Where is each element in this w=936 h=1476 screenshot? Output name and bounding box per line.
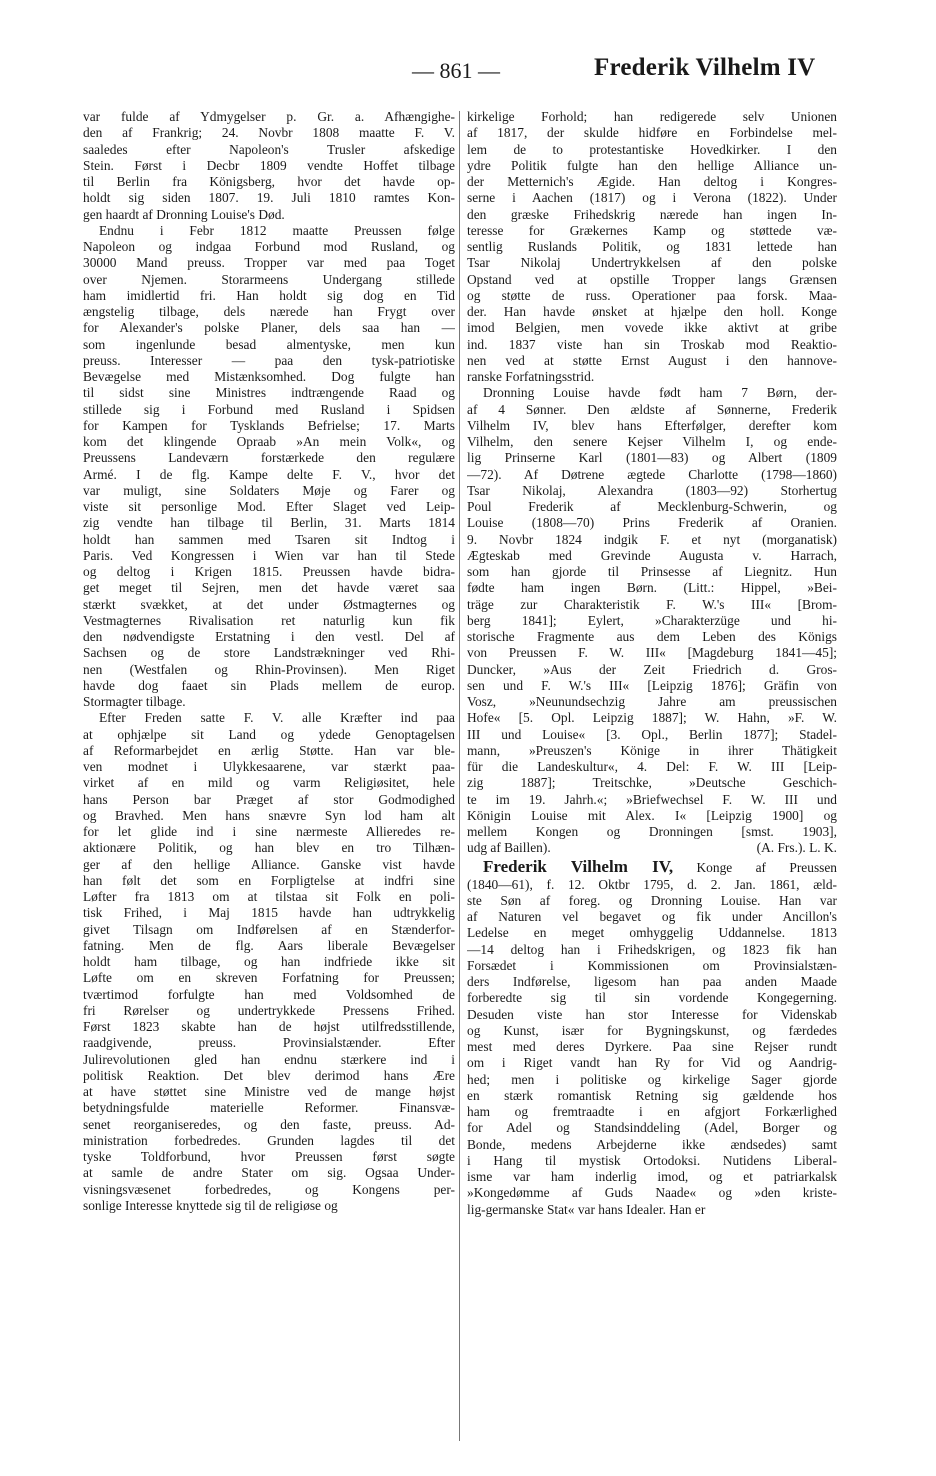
text-line: Løfte om en skreven Forfatning for Preussen; [83, 970, 455, 986]
text-line: nen (Westfalen og Rhin-Provinsen). Men Riget [83, 661, 455, 677]
text-line: ven modnet i Ulykkesaarene, var stærkt paa- [83, 759, 455, 774]
text-line: over Njemen. Storarmeens Undergang stillede [83, 271, 455, 287]
text-line: tyske Toldforbund, hvor Preussen først søgte [83, 1149, 455, 1164]
text-line: tværtimod forfulgte han med Voldsomhed de [83, 986, 455, 1002]
text-line: von Preussen F. W. III« [Magdeburg 1841—45]; [467, 645, 837, 661]
text-line: ste Søn af foreg. og Dronning Louise. Han var [467, 892, 837, 908]
text-line: for Kampen for Tysklands Befrielse; 17. Marts [83, 417, 455, 433]
text-line: en stærk romantisk Retning sig gældende hos [467, 1087, 837, 1103]
text-line: visningsvæsenet forbedredes, og Kongens per- [83, 1181, 455, 1197]
text-line: Sachsen og de store Landstrækninger ved Rhi- [83, 645, 455, 661]
text-line: träge zur Charakteristik F. W.'s III« [Brom- [467, 596, 837, 612]
text-line: hans Person bar Præget af stor Godmodighed [83, 791, 455, 807]
text-line: mellem Kongen og Dronningen [smst. 1903], [467, 824, 837, 839]
text-line: ranske Forfatningsstrid. [467, 369, 595, 384]
text-line: fødte ham ingen Børn. (Litt.: Hippel, »Bei- [467, 580, 837, 596]
text-line: Vosz, »Neunundsechzig Jahre am preussischen [467, 694, 837, 709]
text-line: stærkt svækket, at det under Østmagternes og [83, 596, 455, 612]
text-line: til sidst sine Ministres indtrængende Raad og [83, 385, 455, 401]
text-line: 9. Novbr 1824 indgik F. et nyt (morganatisk) [467, 531, 837, 547]
text-line: sonlige Interesse knyttede sig til de religiøse og [83, 1197, 338, 1213]
text-line: til Berlin fra Königsberg, hvor det havde op- [83, 174, 455, 189]
text-line: Løfter fra 1813 om at tilstaa sit Folk en poli- [83, 889, 455, 904]
text-line: gen haardt af Dronning Louise's Død. [83, 206, 285, 222]
text-line: Bonde, medens Arbejderne ikke ændsedes) samt [467, 1136, 837, 1152]
text-line: at have støttet sine Ministre ved de mange højst [83, 1084, 455, 1099]
text-line: get meget til Sejren, men det havde været saa [83, 580, 455, 596]
text-line: sentlig Ruslands Politik, og 1831 lettede han [467, 239, 837, 254]
text-line: forberedte sig til sin vordende Kongegerning. [467, 990, 837, 1006]
entry-frederik-vilhelm-iv [467, 857, 837, 1218]
text-line: Ægteskab med Grevinde Augusta v. Harrach, [467, 547, 837, 563]
text-line: saaledes efter Napoleon's Trusler afskedige [83, 141, 455, 157]
text-line: Poul Frederik af Mecklenburg-Schwerin, og [467, 499, 837, 514]
text-line: holdt han sammen med Tsaren sit Indtog i [83, 531, 455, 547]
text-line: Hofe« [5. Opl. Leipzig 1887]; W. Hahn, »F. W. [467, 710, 837, 726]
text-line: mest med deres Dyrkere. Paa sine Rejser rundt [467, 1039, 837, 1054]
text-line: den af Frankrig; 24. Novbr 1808 maatte F. V. [83, 125, 455, 141]
text-line: der Metternich's Ægide. Han deltog i Kongres- [467, 174, 837, 189]
text-line: havde dog faaet sin Plads mellem de europ. [83, 677, 455, 693]
text-line: Opstand ved at opstille Tropper langs Grænsen [467, 271, 837, 287]
text-line: zig 1887]; Treitschke, »Deutsche Geschich- [467, 775, 837, 791]
text-line: —14 deltog han i Frihedskrigen, og 1823 fik han [467, 941, 837, 957]
text-line: 30000 Mand preuss. Tropper var med paa Toget [83, 255, 455, 271]
page-number: — 861 — [412, 58, 500, 83]
text-line: Ledelse en meget omhyggelig Uddannelse. 1813 [467, 925, 837, 941]
text-line: Tsar Nikolaj Undertrykkelsen af den polske [467, 255, 837, 271]
text-line: teresse for Grækernes Kamp og støttede væ- [467, 222, 837, 238]
text-line: betydningsfulde materielle Reformer. Finansvæ- [83, 1100, 455, 1116]
text-line: ders Indførelse, ligesom han paa anden Maade [467, 974, 837, 989]
text-line: Endnu i Febr 1812 maatte Preussen følge [99, 222, 455, 238]
text-line: für die Landeskultur«, 4. Del: F. W. III [Leip- [467, 759, 837, 774]
text-line: isme var ham inderlig imod, og et patriarkalsk [467, 1169, 837, 1184]
text-line: Duncker, »Aus der Zeit Friedrich d. Gros- [467, 661, 837, 677]
entry-heading-line [467, 857, 837, 877]
text-line: Vilhelm, den senere Kejser Vilhelm I, og ende- [467, 434, 837, 449]
text-line: for Adel og Standsinddeling (Adel, Borger og [467, 1120, 837, 1136]
text-line: lem de to protestantiske Hovedkirker. I den [467, 141, 837, 157]
text-line: Armé. I de flg. Kampe delte F. V., hvor det [83, 466, 455, 482]
text-line: og Bravhed. Men hans snævre Syn lod ham alt [83, 807, 455, 823]
text-line: af 1817, der skulde hidføre en Forbindelse mel- [467, 125, 837, 141]
text-line: den nødvendigste Erstatning i den vestl. Del af [83, 629, 455, 644]
text-line: som ingenlunde besad almentyske, men kun [83, 336, 455, 352]
text-line: og Kunst, især for Bygningskunst, og færdedes [467, 1022, 837, 1038]
text-line: ydre Politik fulgte han den hellige Alliance un- [467, 157, 837, 173]
right-column [467, 109, 837, 1449]
text-line: Stormagter tilbage. [83, 694, 186, 709]
text-line: Desuden viste han stor Interesse for Videnskab [467, 1006, 837, 1022]
text-line: Bevægelse med Mistænksomhed. Dog fulgte han [83, 369, 455, 384]
text-line: te im 19. Jahrh.«; »Briefwechsel F. W. III und [467, 791, 837, 807]
text-line: om i Riget vandt han Ry for Vid og Aandrig- [467, 1055, 837, 1071]
text-line: ministration forbedredes. Grunden lagdes til det [83, 1132, 455, 1148]
text-line: Efter Freden satte F. V. alle Kræfter ind paa [99, 710, 455, 726]
text-line: holdt sig siden 1807. 19. Juli 1810 ramtes Kon- [83, 190, 455, 206]
text-line: at ophjælpe sit Land og ydede Genoptagelsen [83, 726, 455, 742]
text-line: mann, »Preuszen's Könige in ihrer Thätigkeit [467, 742, 837, 758]
text-line: III und Louise« [3. Opl., Berlin 1877]; Stadel- [467, 726, 837, 742]
text-line: Paris. Ved Kongressen i Wien var han til Stede [83, 547, 455, 563]
text-line: stillede sig i Forbund med Rusland i Spidsen [83, 401, 455, 417]
text-line: af Reformarbejdet en ærlig Støtte. Han var ble- [83, 742, 455, 758]
text-line: at samle de andre Stater om sig. Ogsaa Under- [83, 1165, 455, 1181]
text-line: ind. 1837 viste han sin Troskab mod Reaktio- [467, 336, 837, 352]
text-line: lig Prinserne Karl (1801—83) og Albert (1809 [467, 450, 837, 466]
text-line: zig vendte han tilbage til Berlin, 31. Marts 1814 [83, 515, 455, 531]
text-line: fri Rørelser og undertrykkede Pressens Frihed. [83, 1002, 455, 1018]
text-line: han følt det som en Forpligtelse at indfri sine [83, 872, 455, 888]
text-line: og deltog i Krigen 1815. Preussen havde bidra- [83, 564, 455, 579]
text-line: var fulde af Ydmygelser p. Gr. a. Afhængighe- [83, 109, 455, 124]
text-line: ængstelig tilbage, dels nærede han Frygt over [83, 304, 455, 319]
text-line: ham imidlertid fri. Han holdt sig dog en Tid [83, 287, 455, 303]
text-line: berg 1841]; Eylert, »Charakterzüge und hi- [467, 612, 837, 628]
text-line: senet reorganiseredes, og den faste, preuss. Ad- [83, 1116, 455, 1132]
text-line: givet Tilsagn om Indførelsen af en Stænderfor- [83, 921, 455, 937]
text-line: kirkelige Forhold; han redigerede selv Unionen [467, 109, 837, 124]
right-column-text [467, 109, 837, 857]
text-line: »Kongedømme af Guds Naade« og »den kriste- [467, 1185, 837, 1201]
text-line: for let glide ind i sine nærmeste Allieredes re- [83, 824, 455, 839]
text-line: Preussens Landeværn forstærkede den regulære [83, 450, 455, 466]
text-line: —72). Af Døtrene ægtede Charlotte (1798—1860) [467, 466, 837, 482]
text-line: Tsar Nikolaj, Alexandra (1803—92) Storhertug [467, 482, 837, 498]
article-signature: (A. Frs.). L. K. [756, 840, 837, 856]
column-divider [459, 111, 460, 1441]
text-line: politisk Reaktion. Det blev derimod hans Ære [83, 1067, 455, 1083]
text-line: for Alexander's polske Planer, dels saa han — [83, 320, 455, 336]
text-line: der. Han havde ønsket at hjælpe den holl. Konge [467, 304, 837, 319]
text-line: hed; men i politiske og kirkelige Sager gjorde [467, 1071, 837, 1087]
text-line: som han gjorde til Prinsesse af Liegnitz. Hun [467, 564, 837, 579]
text-line: af 4 Sønner. Den ældste af Sønnerne, Frederik [467, 401, 837, 417]
text-line: virket af en mild og varm Religiøsitet, hele [83, 775, 455, 791]
text-line: Først 1823 skabte han de højst utilfredsstillende, [83, 1019, 455, 1034]
text-line: holdt ham tilbage, og han indfriede ikke sit [83, 954, 455, 969]
text-line: Vilhelm IV, blev hans Efterfølger, derefter kom [467, 417, 837, 433]
text-line: viste sit personlige Mod. Efter Slaget ved Leip- [83, 499, 455, 514]
text-line: raadgivende, preuss. Provinsialstænder. Efter [83, 1035, 455, 1051]
text-line: Napoleon og indgaa Forbund mod Rusland, og [83, 239, 455, 254]
text-line: den græske Frihedskrig nærede han ingen In- [467, 206, 837, 222]
text-line: udg af Baillen). [467, 840, 551, 856]
text-line: var muligt, sine Soldaters Møje og Farer og [83, 482, 455, 498]
text-line: Stein. Først i Decbr 1809 vendte Hoffet tilbage [83, 157, 455, 173]
text-line: nen ved at støtte Ernst August i den hannove- [467, 352, 837, 368]
entry-title: Frederik Vilhelm IV, [483, 856, 674, 876]
page-header [0, 52, 936, 92]
text-line: preuss. Interesser — paa den tysk-patriotiske [83, 352, 455, 368]
text-line: serne i Aachen (1817) og i Verona (1822). Under [467, 190, 837, 206]
left-column [83, 109, 455, 1449]
text-line: kom det klingende Opraab »An mein Volk«, og [83, 434, 455, 449]
text-line: og støtte de russ. Operationer paa forsk. Maa- [467, 287, 837, 303]
running-head: Frederik Vilhelm IV [594, 54, 816, 81]
text-line: ger af den hellige Alliance. Ganske vist havde [83, 856, 455, 872]
text-line: Julirevolutionen gled han endnu stærkere ind i [83, 1051, 455, 1067]
text-line: Dronning Louise havde født ham 7 Børn, der- [483, 385, 837, 401]
text-line: lig-germanske Stat« var hans Idealer. Han er [467, 1201, 706, 1217]
text-line: fatning. Men de flg. Aars liberale Bevægelser [83, 937, 455, 953]
text-line: aktionære Politik, og han blev en tro Tilhæn- [83, 840, 455, 856]
text-line: imod Belgien, men vovede ikke aktivt at gribe [467, 320, 837, 336]
text-line: i Hang til mystisk Ortodoksi. Nutidens Liberal- [467, 1152, 837, 1168]
text-line: Vestmagternes Rivalisation ret naturlig kun fik [83, 612, 455, 628]
text-line: Louise (1808—70) Prins Frederik af Oranien. [467, 515, 837, 531]
text-line: Forsædet i Kommissionen om Provinsialstæn- [467, 957, 837, 973]
text-line: (1840—61), f. 12. Oktbr 1795, d. 2. Jan. 1861, æld- [467, 876, 837, 892]
text-line: af Naturen vel begavet og fik under Ancillon's [467, 909, 837, 924]
entry-title-rest: Konge af Preussen [696, 859, 837, 875]
entry-body [467, 877, 837, 1218]
text-line: sen und F. W.'s III« [Leipzig 1876]; Gräfin von [467, 677, 837, 693]
text-line: storische Fragmente aus dem Leben des Königs [467, 629, 837, 644]
text-line: tisk Frihed, i Maj 1815 havde han udtrykkelig [83, 905, 455, 921]
text-line: ham og fremtraadte i en afgjort Forkærlighed [467, 1104, 837, 1119]
text-line: Königin Louise mit Alex. I« [Leipzig 1900] og [467, 807, 837, 823]
